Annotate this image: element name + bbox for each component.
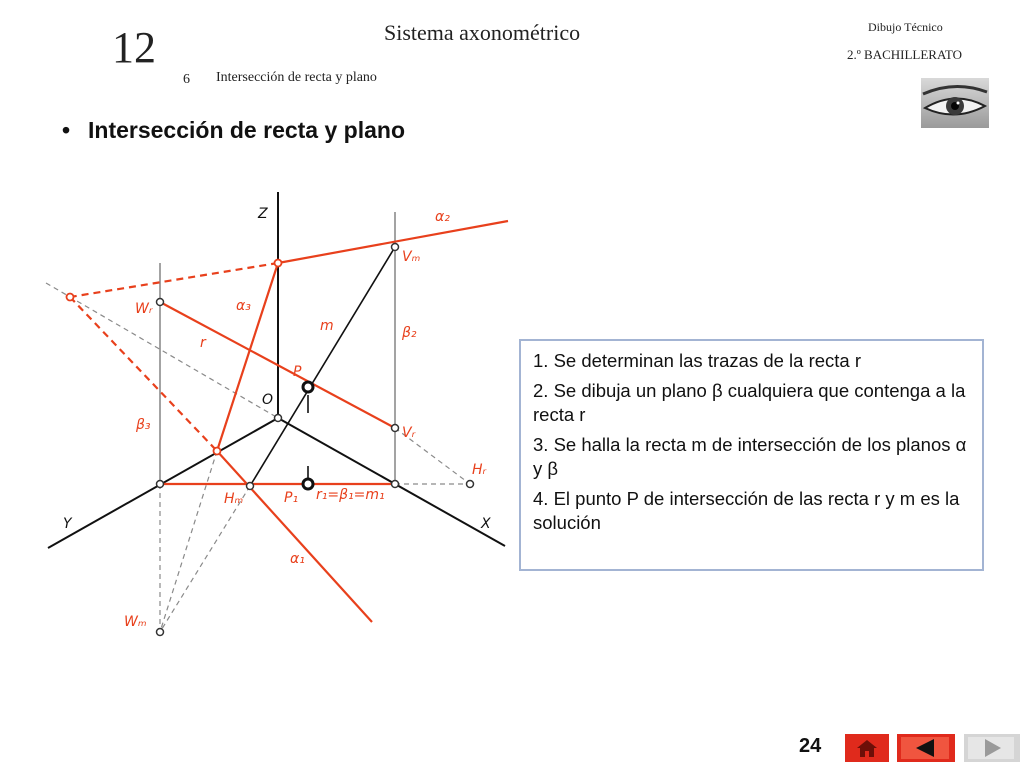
point-vr <box>392 425 399 432</box>
label-beta3: β₃ <box>136 417 151 433</box>
section-subtitle: Intersección de recta y plano <box>216 70 377 85</box>
point-r1-x <box>392 481 399 488</box>
label-beta2: β₂ <box>402 325 417 341</box>
point-p1 <box>303 479 313 489</box>
step-3: 3. Se halla la recta m de intersección de los planos α y β <box>533 434 967 479</box>
chapter-number: 12 <box>112 23 156 72</box>
label-wr: Wᵣ <box>135 301 153 317</box>
point-wm <box>157 629 164 636</box>
label-wm: Wₘ <box>124 614 147 630</box>
point-alpha-yz <box>214 448 221 455</box>
axonometric-diagram <box>0 170 520 670</box>
label-m: m <box>320 318 334 334</box>
step-4: 4. El punto P de intersección de las recta r y m es la solución <box>533 488 960 533</box>
label-z: Z <box>258 206 268 222</box>
subject-label: Dibujo Técnico <box>868 20 943 34</box>
point-hr <box>467 481 474 488</box>
step-1: 1. Se determinan las trazas de la recta r <box>533 350 862 371</box>
label-r1-beta1-m1: r₁=β₁=m₁ <box>316 487 385 503</box>
trace-alpha2 <box>278 221 508 263</box>
previous-button[interactable] <box>897 734 955 762</box>
label-alpha3: α₃ <box>236 298 251 314</box>
label-p1: P₁ <box>284 490 299 506</box>
home-icon <box>845 734 889 762</box>
heading-text: Intersección de recta y plano <box>88 117 406 143</box>
dashed-trace <box>70 263 278 297</box>
page-number: 24 <box>799 735 822 757</box>
page-title: Sistema axonométrico <box>384 20 581 45</box>
label-vr: Vᵣ <box>402 425 416 441</box>
eye-icon <box>921 78 989 128</box>
level-label: 2.º BACHILLERATO <box>847 47 963 62</box>
label-o: O <box>262 392 274 408</box>
step-2: 2. Se dibuja un plano β cualquiera que contenga a la recta r <box>533 380 966 425</box>
section-number: 6 <box>183 72 190 87</box>
next-arrow-icon <box>964 734 1020 762</box>
label-y: Y <box>63 516 72 532</box>
home-button[interactable] <box>845 734 889 762</box>
section-heading <box>62 117 405 144</box>
label-x: X <box>481 516 491 532</box>
label-alpha2: α₂ <box>435 209 450 225</box>
label-hr: Hᵣ <box>472 462 487 478</box>
bullet: • <box>62 117 71 143</box>
label-vm: Vₘ <box>402 249 421 265</box>
point-alpha-z <box>275 260 282 267</box>
projection-dashed-line <box>160 486 250 632</box>
label-hm: Hₘ <box>224 491 244 507</box>
point-origin <box>275 415 282 422</box>
point-vm <box>392 244 399 251</box>
point-hm <box>247 483 254 490</box>
projection-dashed-line <box>160 451 217 632</box>
previous-arrow-icon <box>897 734 955 762</box>
label-p: P <box>293 364 302 380</box>
label-alpha1: α₁ <box>290 551 305 567</box>
trace-alpha1 <box>217 451 372 622</box>
next-button[interactable] <box>964 734 1020 762</box>
point-r1-y <box>157 481 164 488</box>
point-p <box>303 382 313 392</box>
point-wr <box>157 299 164 306</box>
steps-box <box>519 339 984 571</box>
point-alpha-y <box>67 294 74 301</box>
label-r: r <box>200 335 206 351</box>
